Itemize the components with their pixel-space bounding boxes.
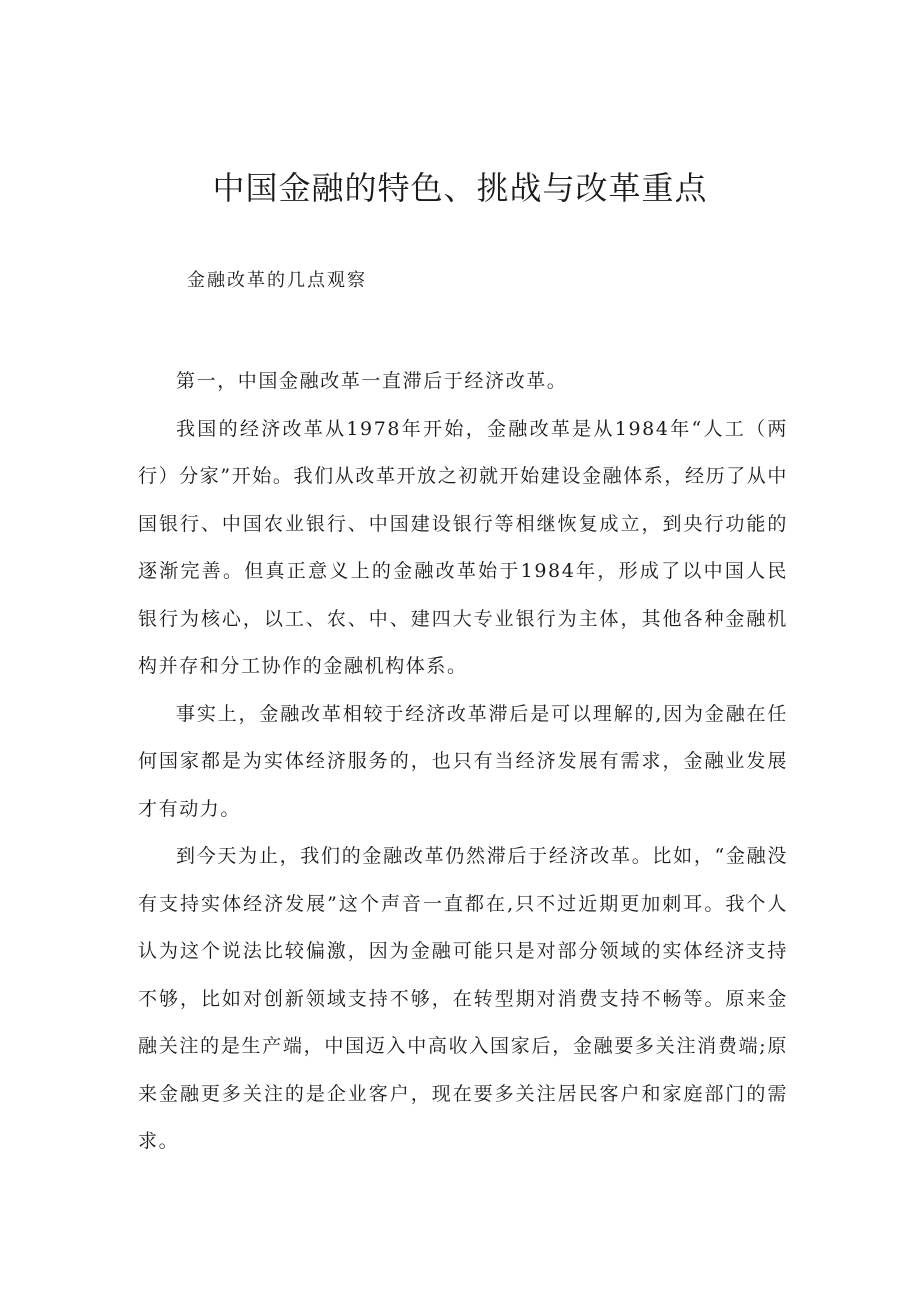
document-subtitle: 金融改革的几点观察 <box>187 270 367 291</box>
paragraph: 我国的经济改革从1978年开始，金融改革是从1984年“人工（两行）分家”开始。我们从改革开放之初就开始建设金融体系，经历了从中国银行、中国农业银行、中国建设银行等相继恢复成立，到央行功能的逐渐完善。但真正意义上的金融改革始于1984年，形成了以中国人民银行为核心，以工、农、中、建四大专业银行为主体，其他各种金融机构并存和分工协作的金融机构体系。 <box>138 417 788 677</box>
document-body <box>138 358 788 1166</box>
document-title: 中国金融的特色、挑战与改革重点 <box>212 169 708 207</box>
paragraph: 事实上，金融改革相较于经济改革滞后是可以理解的,因为金融在任何国家都是为实体经济服务的，也只有当经济发展有需求，金融业发展才有动力。 <box>138 702 788 820</box>
paragraph: 第一，中国金融改革一直滞后于经济改革。 <box>176 370 568 392</box>
paragraph: 到今天为止，我们的金融改革仍然滞后于经济改革。比如，“金融没有支持实体经济发展”这个声音一直都在,只不过近期更加刺耳。我个人认为这个说法比较偏激，因为金融可能只是对部分领域的实体经济支持不够，比如对创新领域支持不够，在转型期对消费支持不畅等。原来金融关注的是生产端，中国迈入中高收入国家后，金融要多关注消费端;原来金融更多关注的是企业客户，现在要多关注居民客户和家庭部门的需求。 <box>138 845 788 1152</box>
